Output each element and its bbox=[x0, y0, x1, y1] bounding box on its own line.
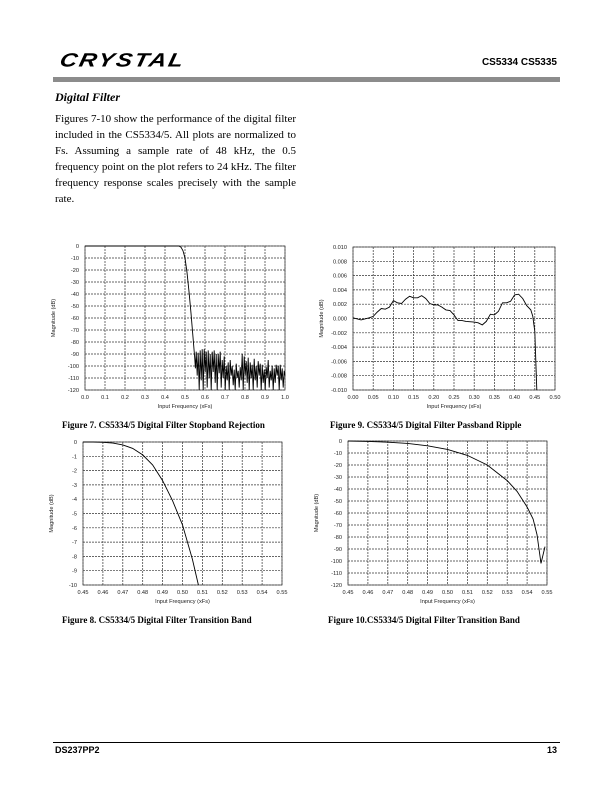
y-tick-label: -60 bbox=[333, 511, 342, 517]
y-tick-label: -30 bbox=[333, 475, 342, 481]
y-tick-label: -0.008 bbox=[331, 373, 347, 380]
x-tick-label: 0.53 bbox=[501, 590, 513, 596]
crystal-logo: CRYSTAL bbox=[57, 49, 188, 72]
y-tick-label: -2 bbox=[72, 468, 77, 475]
x-tick-label: 0.49 bbox=[157, 590, 169, 596]
x-tick-label: 0.35 bbox=[488, 395, 500, 401]
x-tick-label: 0.48 bbox=[402, 590, 414, 596]
y-tick-label: 0 bbox=[338, 439, 342, 445]
y-tick-label: -80 bbox=[70, 340, 79, 346]
figure-10-caption: Figure 10.CS5334/5 Digital Filter Transition Band bbox=[328, 615, 520, 625]
fig7-chart bbox=[51, 244, 289, 410]
y-tick-label: -50 bbox=[70, 304, 79, 310]
y-tick-label: 0.010 bbox=[333, 245, 347, 251]
figure-9-caption: Figure 9. CS5334/5 Digital Filter Passband Ripple bbox=[330, 420, 522, 430]
x-tick-label: 0.48 bbox=[137, 590, 149, 596]
y-tick-label: -6 bbox=[72, 525, 77, 532]
x-tick-label: 0.50 bbox=[177, 590, 188, 596]
x-tick-label: 0.47 bbox=[382, 590, 394, 596]
y-tick-label: -0.010 bbox=[331, 388, 347, 394]
fig10-chart bbox=[314, 439, 552, 605]
x-tick-label: 0.6 bbox=[201, 395, 209, 401]
x-tick-label: 0.40 bbox=[509, 395, 521, 401]
x-tick-label: 0.3 bbox=[141, 395, 149, 401]
x-tick-label: 0.5 bbox=[181, 395, 189, 401]
y-tick-label: -9 bbox=[72, 568, 77, 575]
x-tick-label: 0.47 bbox=[117, 590, 129, 596]
y-tick-label: -0.002 bbox=[331, 330, 347, 337]
y-tick-label: -40 bbox=[70, 292, 79, 298]
y-tick-label: 0 bbox=[75, 244, 79, 250]
x-tick-label: 1.0 bbox=[281, 395, 289, 401]
y-tick-label: -0.006 bbox=[331, 359, 347, 366]
y-tick-label: 0 bbox=[73, 440, 77, 446]
x-tick-label: 0.2 bbox=[121, 395, 129, 401]
y-tick-label: 0.002 bbox=[333, 302, 347, 309]
y-tick-label: -60 bbox=[70, 316, 79, 322]
page-number: 13 bbox=[546, 745, 557, 755]
figure-7-caption: Figure 7. CS5334/5 Digital Filter Stopband Rejection bbox=[62, 420, 265, 430]
y-tick-label: -120 bbox=[330, 583, 342, 589]
y-tick-label: -8 bbox=[72, 554, 77, 561]
y-tick-label: -20 bbox=[70, 268, 79, 274]
x-tick-label: 0.20 bbox=[428, 395, 440, 401]
x-tick-label: 0.00 bbox=[347, 395, 359, 401]
x-tick-label: 0.0 bbox=[81, 395, 89, 401]
y-tick-label: -7 bbox=[72, 540, 77, 547]
y-tick-label: -10 bbox=[68, 583, 77, 589]
y-tick-label: -90 bbox=[70, 352, 79, 358]
x-tick-label: 0.10 bbox=[387, 395, 399, 401]
x-tick-label: 0.25 bbox=[448, 395, 460, 401]
section-title: Digital Filter bbox=[55, 90, 121, 104]
magnitude-series-line bbox=[348, 441, 545, 563]
x-axis-title: Input Frequency (xFs) bbox=[155, 599, 210, 605]
x-tick-label: 0.51 bbox=[461, 590, 473, 596]
x-tick-label: 0.45 bbox=[342, 590, 354, 596]
y-tick-label: -90 bbox=[333, 547, 342, 553]
x-tick-label: 0.8 bbox=[241, 395, 249, 401]
x-tick-label: 0.46 bbox=[362, 590, 374, 596]
y-tick-label: -4 bbox=[72, 497, 77, 504]
y-tick-label: -110 bbox=[331, 571, 342, 577]
x-axis-title: Input Frequency (xFs) bbox=[426, 404, 482, 410]
y-tick-label: -20 bbox=[333, 463, 342, 469]
part-numbers: CS5334 CS5335 bbox=[481, 57, 557, 68]
y-axis-title: Magnitude (dB) bbox=[314, 493, 320, 533]
x-tick-label: 0.1 bbox=[101, 395, 109, 401]
x-tick-label: 0.51 bbox=[196, 590, 208, 596]
x-tick-label: 0.50 bbox=[549, 395, 561, 401]
y-axis-title: Magnitude (dB) bbox=[319, 299, 325, 338]
x-tick-label: 0.45 bbox=[529, 395, 541, 401]
y-tick-label: 0.004 bbox=[333, 287, 347, 294]
x-axis-title: Input Frequency (xFs) bbox=[420, 599, 475, 605]
x-tick-label: 0.30 bbox=[468, 395, 480, 401]
y-tick-label: -70 bbox=[70, 328, 79, 334]
y-tick-label: -10 bbox=[333, 451, 342, 457]
x-tick-label: 0.50 bbox=[442, 590, 453, 596]
y-axis-title: Magnitude (dB) bbox=[51, 298, 57, 338]
y-tick-label: 0.006 bbox=[333, 273, 347, 280]
y-tick-label: -1 bbox=[72, 454, 77, 461]
x-tick-label: 0.45 bbox=[77, 590, 89, 596]
x-tick-label: 0.52 bbox=[216, 590, 228, 596]
y-tick-label: -30 bbox=[70, 280, 79, 286]
x-tick-label: 0.15 bbox=[408, 395, 420, 401]
y-tick-label: -100 bbox=[67, 364, 79, 370]
x-tick-label: 0.46 bbox=[97, 590, 109, 596]
y-tick-label: -50 bbox=[333, 499, 342, 505]
footer-divider bbox=[53, 742, 560, 743]
y-tick-label: 0.008 bbox=[333, 259, 347, 266]
x-tick-label: 0.54 bbox=[256, 590, 268, 596]
y-tick-label: -70 bbox=[333, 523, 342, 529]
y-axis-title: Magnitude (dB) bbox=[49, 494, 55, 533]
y-tick-label: -100 bbox=[330, 559, 342, 565]
x-tick-label: 0.54 bbox=[521, 590, 533, 596]
x-tick-label: 0.7 bbox=[221, 395, 229, 401]
x-axis-title: Input Frequency (xFs) bbox=[157, 404, 213, 410]
x-tick-label: 0.55 bbox=[541, 590, 553, 596]
figure-8-caption: Figure 8. CS5334/5 Digital Filter Transition Band bbox=[62, 615, 252, 625]
y-tick-label: -40 bbox=[333, 487, 342, 493]
x-tick-label: 0.55 bbox=[276, 590, 288, 596]
y-tick-label: -0.004 bbox=[331, 345, 347, 352]
x-tick-label: 0.53 bbox=[236, 590, 248, 596]
x-tick-label: 0.9 bbox=[261, 395, 269, 401]
document-id: DS237PP2 bbox=[55, 745, 100, 755]
x-tick-label: 0.52 bbox=[481, 590, 493, 596]
y-tick-label: -110 bbox=[68, 376, 79, 382]
y-tick-label: 0.000 bbox=[333, 316, 347, 323]
section-body: Figures 7-10 show the performance of the digital filter included in the CS5334/5. All plots are normalized to Fs. Assuming a sample rate of 48 kHz, the 0.5 frequency point on the plot refers to 24 kHz. The filter frequency response scales precisely with the sample rate. bbox=[55, 113, 296, 205]
fig8-chart bbox=[49, 440, 287, 605]
fig9-chart bbox=[319, 245, 560, 410]
x-tick-label: 0.05 bbox=[367, 395, 379, 401]
y-tick-label: -120 bbox=[67, 388, 79, 394]
y-tick-label: -3 bbox=[72, 482, 77, 489]
y-tick-label: -80 bbox=[333, 535, 342, 541]
y-tick-label: -5 bbox=[72, 511, 77, 518]
y-tick-label: -10 bbox=[70, 256, 79, 262]
x-tick-label: 0.4 bbox=[161, 395, 169, 401]
x-tick-label: 0.49 bbox=[422, 590, 434, 596]
